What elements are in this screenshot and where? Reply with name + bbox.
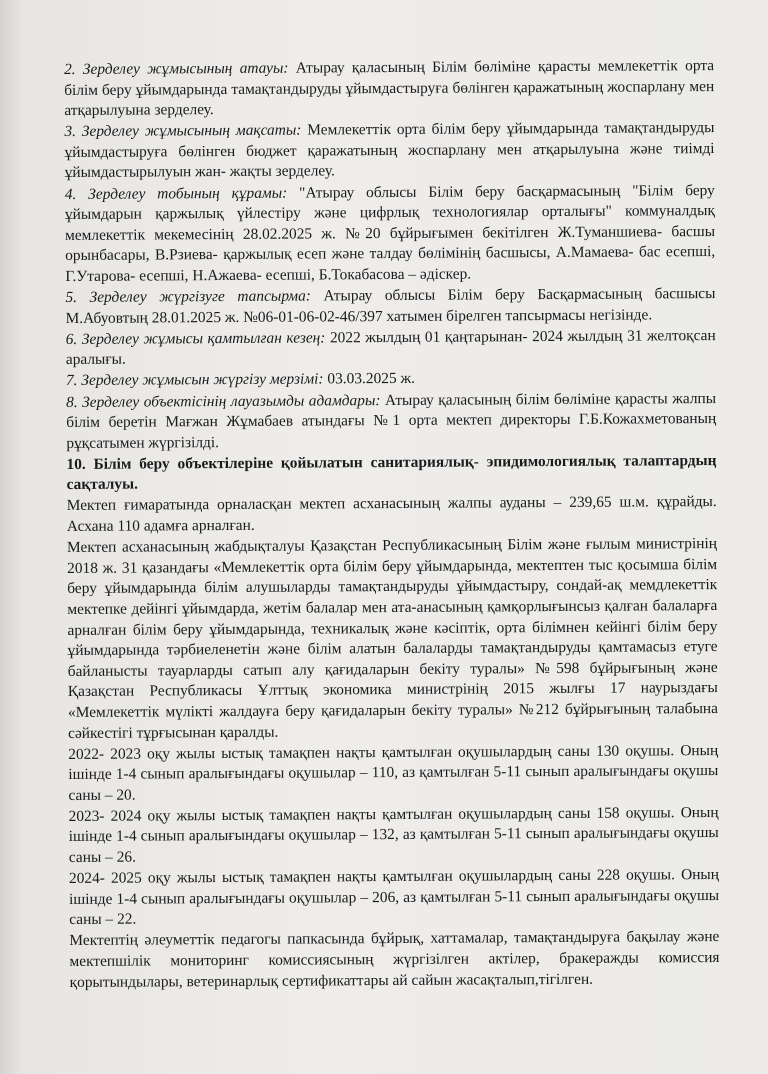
body-paragraph: 2023- 2024 оқу жылы ыстық тамақпен нақты қамтылған оқушылардың саны 158 оқушы. Оның ішінде 1-4 сынып аралығындағы оқушылар – 132, аз қамтылған 5-11 сынып аралығындағы оқушы саны – 26. (68, 803, 719, 867)
item-text: "Атырау облысы Білім беру басқармасының "Білім беру ұйымдарын қаржылық үйлестіру және цифрлық технологиялар орталығы" коммуналдық мемлекеттік мекемесінің 28.02.2025 ж. №20 бұйрығымен бекітілген Ж.Туманшиева- басшы орынбасары, В.Рзиева- қаржылық есеп және талдау бөлімінің басшысы, А.Мамаева- бас есепші, Г.Утарова- есепші, Н.Ажаева- есепші, Б.Токабасова – әдіскер. (64, 181, 716, 285)
item-label: 6. Зерделеу жұмысы қамтылған кезең: (65, 329, 326, 348)
item-8 (66, 389, 716, 455)
item-text: 2022 жылдың 01 қаңтарынан- 2024 жылдың 31 желтоқсан аралығы. (65, 326, 716, 369)
body-paragraph: Мектептің әлеуметтік педагогы папкасында бұйрық, хаттамалар, тамақтандыруға бақылау және мектепшілік мониторинг комиссиясының жүргізілген актілер, бракеражды комиссия қорытындылары, ветеринарлық сертификаттары ай сайын жасақталып,тігілген. (69, 928, 720, 991)
item-3 (64, 118, 714, 184)
item-6 (66, 326, 716, 371)
page-edge-shadow (0, 0, 22, 1074)
item-label: 7. Зерделеу жұмысын жүргізу мерзімі: (65, 370, 324, 390)
item-label: 5. Зерделеу жүргізуге тапсырма: (65, 287, 311, 307)
item-label: 4. Зерделеу тобының құрамы: (64, 184, 288, 203)
item-text: Мемлекеттік орта білім беру ұйымдарында тамақтандыруды ұйымдастыруға бөлінген бюджет қаражатының жоспарлану мен атқарылуына және тиімді ұйымдастырылуын жан- жақты зерделеу. (64, 119, 715, 182)
body-paragraph: 2024- 2025 оқу жылы ыстық тамақпен нақты қамтылған оқушылардың саны 228 оқушы. Оның ішінде 1-4 сынып аралығындағы оқушылар – 206, аз қамтылған 5-11 сынып аралығындағы оқушы саны – 22. (68, 866, 720, 929)
item-label: 8. Зерделеу объектісінің лауазымды адамдары: (66, 391, 381, 411)
item-4 (65, 181, 716, 288)
item-text: 03.03.2025 ж. (323, 370, 416, 388)
item-text: Атырау қаласының білім бөліміне қарасты жалпы білім беретін Мағжан Жұмабаев атындағы №1 орта мектеп директоры Г.Б.Кожахметованың рұқсатымен жүргізілді. (66, 389, 717, 452)
body-paragraph: Мектеп асханасының жабдықталуы Қазақстан Республикасының Білім және ғылым министрінің 2018 ж. 31 қазандағы «Мемлекеттік орта білім беру ұйымдарында, мектептен тыс қосымша білім беру ұйымдарында білім алушыларды тамақтандыруды ұйымдастыру, сондай-ақ мемдлекеттік мектепке дейінгі ұйымдарда, жетім балалар мен ата-анасының қамқорлығынсыз қалған балаларға арналған білім беру ұйымдарында, техникалық және кәсіптік, орта білімнен кейінгі білім беру ұйымдарында тәрбиеленетін және білім алатын балаларды тамақтандыруды қамтамасыз етуге байланысты тауарларды сатып алу қағидаларын бекіту туралы» №598 бұйрығының және Қазақстан Республикасы Ұлттық экономика министрінің 2015 жылғы 17 наурыздағы «Мемлекеттік мүлікті жалдауға беру қағидаларын бекіту туралы» №212 бұйрығының талабына сәйкестігі тұрғысынан қаралды. (66, 535, 719, 742)
item-label: 3. Зерделеу жұмысының мақсаты: (64, 121, 302, 141)
item-2 (64, 56, 714, 122)
item-label: 2. Зерделеу жұмысының атауы: (64, 59, 289, 78)
item-text: Атырау облысы Білім беру Басқармасының басшысы М.Абуовтың 28.01.2025 ж. №06-01-06-02-46/397 хатымен бірелген тапсырмасы негізінде. (65, 285, 716, 327)
item-5 (65, 284, 715, 329)
section-heading-10: 10. Білім беру объектілеріне қойылатын санитариялық- эпидимологиялық талаптардың сақталуы. (66, 451, 717, 494)
body-paragraph: 2022- 2023 оқу жылы ыстық тамақпен нақты қамтылған оқушылардың саны 130 оқушы. Оның ішінде 1-4 сынып аралығындағы оқушылар – 110, аз қамтылған 5-11 сынып аралығындағы оқушы саны – 20. (68, 741, 719, 804)
document-body (64, 56, 720, 994)
item-text: Атырау қаласының Білім бөліміне қарасты мемлекеттік орта білім беру ұйымдарында тамақтандыруды ұйымдастыруға бөлінген қаражатының жоспарлану мен атқарылуына зерделеу. (64, 57, 715, 120)
body-paragraph: Мектеп ғимаратында орналасқан мектеп асханасының жалпы ауданы – 239,65 ш.м. құрайды. Асхана 110 адамға арналған. (66, 493, 717, 536)
